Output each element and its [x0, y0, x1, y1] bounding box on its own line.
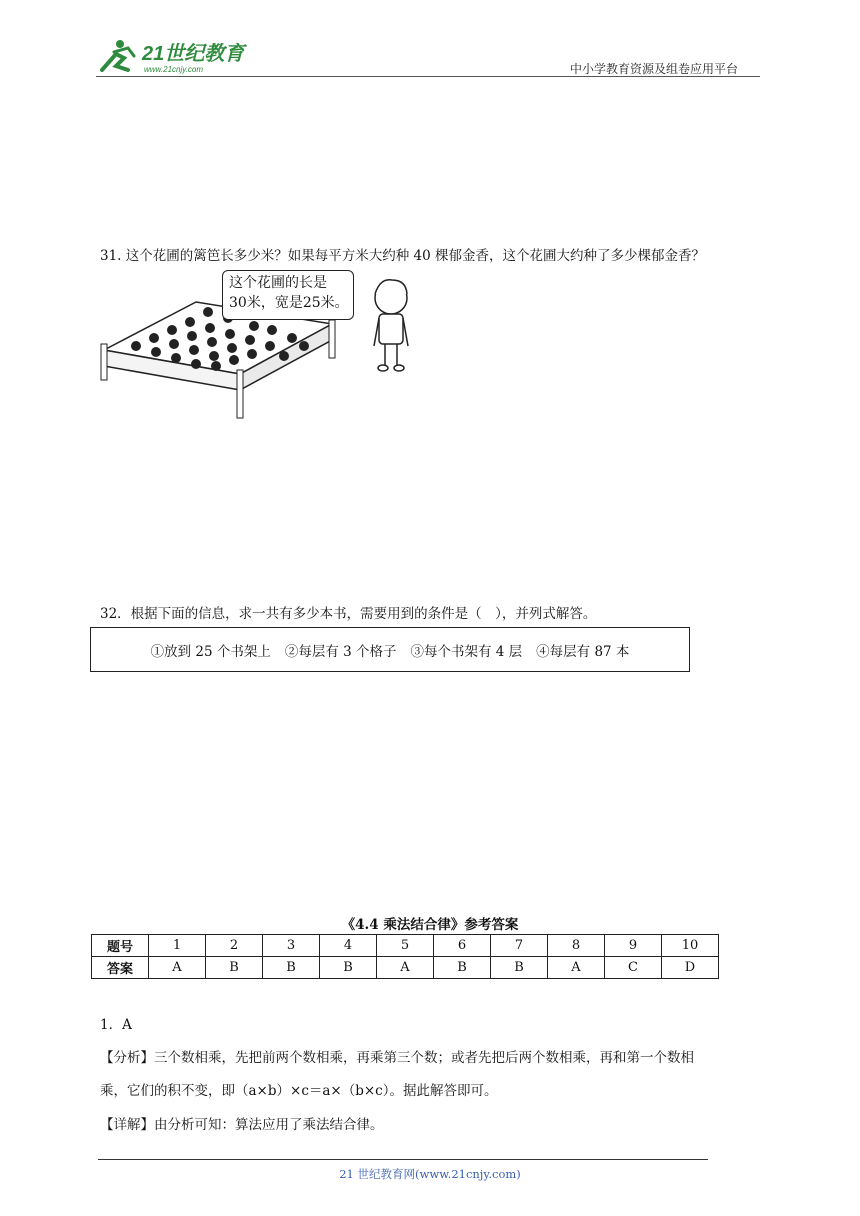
footer-text: 21 世纪教育网(www.21cnjy.com) — [339, 1167, 521, 1181]
answer-table — [91, 934, 719, 979]
condition-3: ③每个书架有 4 层 — [410, 643, 523, 660]
condition-2: ②每层有 3 个格子 — [284, 643, 397, 660]
question-number: 8 — [548, 935, 605, 957]
question-32: 32．根据下面的信息，求一共有多少本书，需要用到的条件是（ ），并列式解答。 — [100, 606, 597, 622]
question-number: 9 — [605, 935, 662, 957]
table-row-answers — [92, 957, 719, 979]
question-31: 31. 这个花圃的篱笆长多少米？如果每平方米大约种 40 棵郁金香，这个花圃大约种了多少棵郁金香？ — [100, 248, 706, 264]
answer-value: A — [149, 957, 206, 979]
row-label-answer: 答案 — [92, 957, 149, 979]
answer-key-title: 《4.4 乘法结合律》参考答案 — [341, 917, 519, 933]
speech-bubble — [222, 270, 354, 320]
footer-rule — [98, 1159, 708, 1160]
condition-4: ④每层有 87 本 — [536, 643, 630, 660]
answer-value: C — [605, 957, 662, 979]
conditions-box — [90, 627, 690, 672]
logo-text: 21世纪教育 — [142, 43, 245, 65]
answer-value: B — [206, 957, 263, 979]
analysis-line-2: 乘，它们的积不变，即（a×b）×c＝a×（b×c）。据此解答即可。 — [100, 1083, 498, 1099]
bubble-line-2: 30米，宽是25米。 — [229, 295, 349, 311]
question-number: 10 — [662, 935, 719, 957]
row-label-number: 题号 — [92, 935, 149, 957]
answer-value: A — [548, 957, 605, 979]
question-number: 6 — [434, 935, 491, 957]
site-logo — [94, 36, 264, 76]
question-number: 1 — [149, 935, 206, 957]
header-rule — [96, 76, 760, 77]
question-number: 5 — [377, 935, 434, 957]
bubble-line-1: 这个花圃的长是 — [229, 275, 327, 291]
boy-figure — [374, 280, 408, 371]
answer-value: D — [662, 957, 719, 979]
detail-line: 【详解】由分析可知：算法应用了乘法结合律。 — [100, 1117, 384, 1133]
question-number: 7 — [491, 935, 548, 957]
condition-1: ①放到 25 个书架上 — [150, 643, 271, 660]
logo-url: www.21cnjy.com — [144, 65, 203, 74]
question-number: 4 — [320, 935, 377, 957]
question-number: 2 — [206, 935, 263, 957]
answer-value: B — [263, 957, 320, 979]
answer-value: A — [377, 957, 434, 979]
answer-value: B — [320, 957, 377, 979]
answer-value: B — [434, 957, 491, 979]
header-platform-text: 中小学教育资源及组卷应用平台 — [570, 62, 739, 76]
question-number: 3 — [263, 935, 320, 957]
solution-answer-1: 1．A — [100, 1017, 132, 1033]
table-row-numbers — [92, 935, 719, 957]
answer-value: B — [491, 957, 548, 979]
analysis-line-1: 【分析】三个数相乘，先把前两个数相乘，再乘第三个数；或者先把后两个数相乘，再和第一个数相 — [100, 1050, 694, 1066]
